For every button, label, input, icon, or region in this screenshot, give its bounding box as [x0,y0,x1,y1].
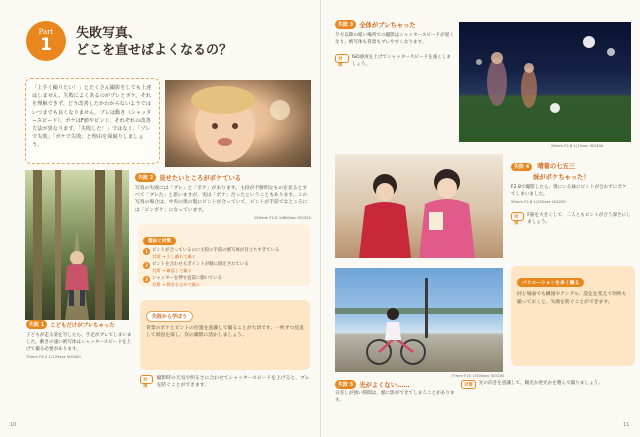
reason-text: ピントが合っているのに主役の手前の被写体が目立ちすぎている [152,248,280,253]
case5-title-row [335,380,455,389]
case1-caption: 70mm F4.5 1/125sec ISO400 [26,355,81,359]
bicycle-park-photo [335,268,503,372]
baby-photo [165,80,311,167]
case5-title: 光がよくない…… [359,382,410,389]
night-soccer-photo [459,22,631,142]
case3-title: 全体がブレちゃった [359,22,416,29]
forest-photo-illustration [25,170,129,320]
variation-heading: バリエーションを多く撮る [517,278,584,287]
case3-section [335,20,455,68]
case5-section [335,380,455,405]
case2-title-row [135,173,311,182]
case2-body: 写真の失敗には「ブレ」と「ボケ」があります。主役が不鮮明なものを見るとすべて「ブレた」と思いますが、実は「ボケ」だったということもあります。この写真の場合は、中央の奥の髪にピントが合っていて、ピントが手前でなところには「ピンボケ」になっています。 [135,186,308,213]
page-number-right: 11 [623,422,630,428]
case4-title-a: 晴着の七五三 [537,163,576,170]
case5-caption: 77mm F10 1/500sec ISO200 [451,374,505,378]
intro-text: 「上手く撮りたい！」とたくさん撮影をしても上達はしません。失敗によくあるのがブレとボケ。それを理解できず、どう改善したかわからないようではいつまでも良くなりません。ブレは動き（シャッタースピード）、ボケはF値やピント、それぞれの改善方法が異なります。「失敗した！」ではなく、「ブレで失敗」「ボケで失敗」と理由を深堀りしましょう。 [32,85,152,149]
right-page [320,0,640,437]
case1-title-row [26,320,134,329]
variation-box [511,266,635,366]
reason-fix: 対策 → 動きを止めて撮る [152,282,201,287]
kimono-photo-illustration [335,154,503,258]
reason-text: シャッターを押す直前に動いている [152,276,223,281]
case3-countermeasure [335,54,455,68]
forest-child-photo [25,170,129,320]
case3-tag: 失敗 3 [335,20,356,29]
reason-item [143,276,305,288]
case1-body: 子どもが走る姿を写したら、手足がブレてしまいました。動きの速い被写体はシャッタースピードを上げて撮る必要があります。 [26,333,132,352]
countermeasure-body: 撮影時の天気や明るさに合わせてシャッタースピードを上げると、ブレを防ぐことができます。 [156,376,310,389]
intro-box [25,78,160,164]
reason-fix: 対策 → 確認して撮る [152,268,192,273]
case4-countermeasure-label: 対策 [511,212,524,221]
part-label: Part [38,28,54,36]
case5-countermeasure-body: 光の向きを意識して、順光か逆光かを選んで撮りましょう。 [478,381,603,386]
case4-body: F2.8で撮影したら、奥にいる妹にピントが合わずにボケてしまいました。 [511,185,627,197]
case4-section [511,153,631,226]
learn-box [140,300,310,370]
reason-number: 3 [143,276,150,283]
case1-section [26,320,134,359]
reason-content [152,276,222,288]
page-title [76,25,232,59]
reason-content [152,262,249,274]
reason-fix: 対策 → 少し離れて撮る [152,254,196,259]
part-number: 1 [40,35,52,55]
reason-number: 2 [143,262,150,269]
case4-caption: 50mm F2.8 1/250sec ISO200 [511,200,566,204]
reasons-heading-text: 理由と対策 [148,239,171,244]
reason-text: ピントを合わせるポイントが顔に固定されている [152,262,249,267]
case3-countermeasure-label: 対策 [335,54,349,63]
case4-title-b: 妹がボケちゃった！ [533,174,590,181]
baby-photo-illustration [165,80,311,167]
case3-caption: 28mm F2.8 1/15sec ISO400 [551,144,604,148]
learn-heading: 失敗から学ぼう [146,311,193,322]
variation-body: 同じ場面でも構図やアングル、設定を変えて何枚も撮っておくと、失敗を防ぐことができます。 [517,292,627,305]
case5-countermeasure [461,380,631,389]
countermeasure-label: 対策 [140,375,153,384]
kimono-photo [335,154,503,258]
park-photo-illustration [335,268,503,372]
bottom-countermeasure [140,375,310,389]
case4-countermeasure [511,212,631,226]
case1-title: こどもだけがブレちゃった [50,322,115,329]
case1-tag: 失敗 1 [26,320,47,329]
reason-item [143,262,305,274]
page-title-line2: どこを直せばよくなるの？ [76,43,233,58]
reason-content [152,248,279,260]
reasons-box [138,224,310,286]
case5-tag: 失敗 5 [335,380,356,389]
page-title-line1: 失敗写真、 [76,26,142,41]
case4-tag: 失敗 4 [511,163,532,171]
page-number-left: 10 [10,422,17,428]
case2-caption: 150mm F2.8 1/800sec ISO320 [253,215,311,220]
case3-body: 夕方以降の暗い場所での撮影はシャッタースピードが遅くなり、被写体も背景もブレやすくなります。 [335,33,454,45]
reason-item [143,248,305,260]
case5-countermeasure-label: 対策 [461,380,476,389]
reason-number: 1 [143,248,150,255]
night-photo-illustration [459,22,631,142]
case3-title-row [335,20,455,29]
case5-body: 日差しが強い時間は、顔に影ができてしまうことがあります。 [335,391,455,403]
case4-title-row [511,153,631,181]
part-badge [26,21,66,61]
case2-tag: 失敗 2 [135,173,156,182]
case2-section [135,173,311,220]
reasons-heading [143,237,176,245]
case3-countermeasure-body: ISO感度を上げてシャッタースピードを速くしましょう。 [351,55,451,67]
learn-body: 背景のボケとピントの位置を意識して撮ることが大切です。一枚ずつ見直して原因を探し、次の撮影に活かしましょう。 [146,326,304,339]
case4-countermeasure-body: F値を大きくして、二人ともピントが合う深さにしましょう。 [527,213,631,225]
case2-title: 見せたいところがボケている [159,175,242,182]
